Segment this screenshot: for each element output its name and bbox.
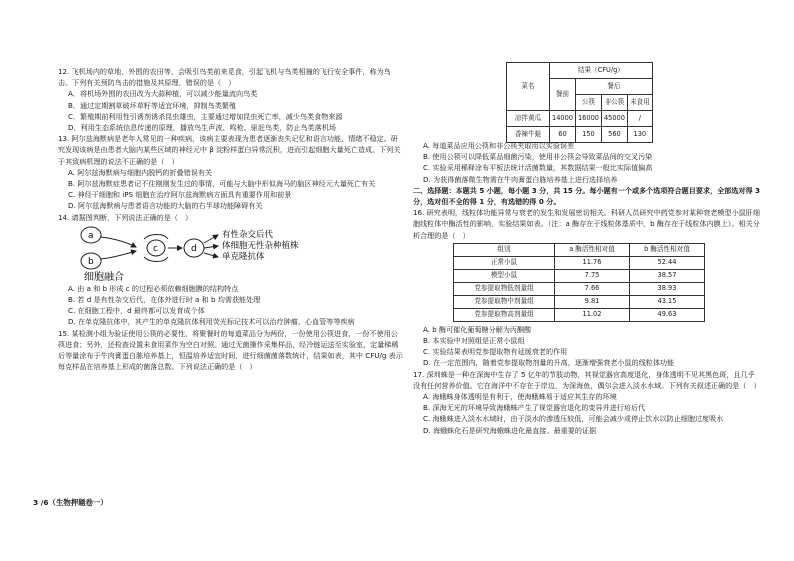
section-2-heading: 二、选择题：本题共 5 小题，每小题 3 分，共 15 分。每小题有一个或多个选项符合题目要求，全部选对得 3 分，选对但不全的得 1 分，有选错的得 0 分。	[413, 185, 760, 207]
diagram-caption: 细胞融合	[84, 271, 124, 283]
q12-option-d: D．利用生态系统信息传递的原理，播放鸟生声波、鸣枪、驱赶鸟类，防止鸟类落机场	[68, 123, 336, 133]
cell-a-value: 9.81	[555, 295, 630, 308]
cell-dish: 香辣牛蛙	[507, 127, 550, 143]
cell-group: 党参提取物高剂量组	[454, 308, 555, 321]
arrow-b-to-c	[101, 251, 136, 259]
q16-option-a: A. b 酶可催化葡萄糖分解为丙酮酸	[423, 324, 532, 334]
cell-b-label: b	[88, 256, 94, 267]
output-monoclonal-antibody: 单克隆抗体	[222, 251, 265, 262]
q14-option-d: D. 在单克隆抗体中，其产生的单克隆抗体利用荧光标记技术可以治疗肿瘤、心血管等等疾病	[68, 317, 355, 327]
col-header-group: 组别	[454, 243, 555, 256]
cell-group: 正常小鼠	[454, 256, 555, 269]
q14-option-c: C. 在细胞工程中，d 最终都可以发育成个体	[68, 306, 205, 316]
cell-fusion-svg	[58, 223, 404, 283]
q13-option-b: B. 阿尔兹海默症患者记不住刚刚发生过的事情，可能与大脑中形似海马的脑区神经元大量死亡有关	[68, 179, 376, 189]
q12-option-a: A．将机场外围的农田改为大蒜种植，可以减少能量流向鸟类	[68, 89, 258, 99]
cell-a-value: 11.02	[555, 308, 630, 321]
cell-a-label: a	[88, 230, 94, 241]
q12-stem: 12. 飞机场内的草地、外围的农田等，会吸引鸟类前来觅食，引起飞机与鸟类相撞的飞行安全事件，称为鸟击。下列有关预防鸟击的措施及其原理，错误的是（ ）	[58, 67, 391, 88]
cell-feigongkuai: 45000	[601, 111, 627, 127]
q13-stem: 13. 阿尔兹海默病是老年人常见的一种疾病，该病主要表现为患者逐渐丧失记忆和语言功能、情绪不稳定。研究发现该病是由患者大脑内某些区域的神经元中 β 淀粉样蛋白异常沉积，进而引起细胞大量死亡造成。下列关于其致病机理的说法不正确的是（ ）	[58, 134, 401, 166]
right-column	[413, 140, 761, 436]
q12-option-c: C．繁殖期前利用性引诱剂诱杀昆虫雄虫，主要通过增加昆虫死亡率，减少鸟类食物来源	[68, 111, 343, 121]
enzyme-activity-table	[453, 243, 705, 322]
table-row	[454, 308, 705, 321]
q16-option-b: B. 本实验中对照组是正常小鼠组	[423, 336, 525, 346]
q17-stem: 17. 深圳蛛是一种在深海中生存了 5 亿年的节肢动物，其视觉器官高度退化，身体透明不见其黑色斑，且几乎没有任何营养价值。它在海洋中不存在于岸边，为深海鱼，偶尔会进入淡水水域。下列有关叙述正确的是（ ）	[413, 369, 761, 390]
cell-dish: 凉拌黄瓜	[507, 111, 550, 127]
cell-b-value: 49.63	[630, 308, 705, 321]
q13-option-a: A. 阿尔兹海默病与细胞内脱钙的折叠错误有关	[68, 167, 213, 177]
bacteria-count-table	[506, 62, 653, 143]
cell-c-label: c	[153, 243, 158, 254]
header-after: 餐后	[575, 79, 652, 95]
q16-option-c: C. 实验结果表明党参提取物有延缓衰老的作用	[423, 347, 568, 357]
header-weishiyong: 未食用	[627, 95, 652, 111]
q15-option-c: C. 实验采用稀释涂布平板法统计活菌数量，其数据结果一般比实际值偏高	[423, 163, 653, 173]
cell-feigongkuai: 560	[601, 127, 627, 143]
cell-before: 14000	[550, 111, 576, 127]
q17-option-d: D. 海蛾蛛化石是研究海蛾蛛进化最直接、最重要的证据	[423, 425, 597, 435]
col-header-a-enzyme: a 酶活性相对值	[555, 243, 630, 256]
cell-before: 60	[550, 127, 576, 143]
q12-option-b: B．通过定期割草破坏草籽等适宜环境，抑制鸟类繁殖	[68, 100, 237, 110]
cell-d-label: d	[191, 243, 197, 254]
q15-option-d: D. 为获得菌落微生物需在牛肉膏蛋白胨培养基上进行选择培养	[423, 174, 618, 184]
arrow-a-to-c	[101, 237, 136, 247]
left-column	[58, 66, 404, 372]
cell-weishiyong: /	[627, 111, 652, 127]
q17-option-a: A. 海蛾蛛身体透明是有利于，使海蛾蛛易于适应其生存的环境	[423, 392, 617, 402]
q17-option-b: B. 深海无光的环境导致海蛾蛛产生了视觉器官退化的变异并进行培后代	[423, 403, 646, 413]
output-somatic-hybrid: 体细胞无性杂种植株	[222, 240, 299, 251]
q17-option-c: C. 海蛾蛛进入淡水水域时，由于淡水的渗透压较低，可能会减少或停止饮水以防止细胞过度吸水	[423, 414, 724, 424]
table-row	[454, 295, 705, 308]
q15-option-a: A. 每道菜品应用公筷和非公筷夹取用以实验误差	[423, 141, 575, 150]
q14-option-b: B. 若 d 是有性杂交后代，在体外进行时 a 和 b 均需获能处理	[68, 295, 261, 305]
cell-group: 模型小鼠	[454, 269, 555, 282]
cell-group: 党参提取物低剂量组	[454, 282, 555, 295]
header-before: 餐前	[550, 79, 576, 111]
table-row	[454, 256, 705, 269]
arrow-d-to-out1	[204, 235, 218, 243]
arrow-d-to-out3	[204, 253, 218, 257]
col-header-b-enzyme: b 酶活性相对值	[630, 243, 705, 256]
cell-b-value: 43.15	[630, 295, 705, 308]
cell-weishiyong: 130	[627, 127, 652, 143]
q16-stem: 16. 研究表明，线粒体功能异常与衰老的发生和发展密切相关。科研人员研究中药党参对某种衰老模型小鼠肝细胞线粒体中酶活性的影响，实验结果如表。（注：a 酶存在于线粒体基质中，b 酶存在于线粒体内膜上）。相关分析合理的是（ ）	[413, 208, 760, 240]
cell-b-value: 52.44	[630, 256, 705, 269]
cell-gongkuai: 16000	[575, 111, 601, 127]
header-gongkuai: 公筷	[575, 95, 601, 111]
output-sexual-hybrid: 有性杂交后代	[222, 229, 274, 240]
cell-b-value: 38.57	[630, 269, 705, 282]
header-dish: 菜名	[507, 63, 550, 111]
q14-stem: 14. 请据图判断，下列说法正确的是（ ）	[58, 212, 193, 222]
header-feigongkuai: 非公筷	[601, 95, 627, 111]
cell-a-value: 7.75	[555, 269, 630, 282]
header-result: 结果（CFU/g）	[550, 63, 653, 79]
cell-group: 党参提取物中剂量组	[454, 295, 555, 308]
q13-option-d: D. 阿尔兹海默病与患者语言功能的大脑的右半球功能障碍有关	[68, 201, 263, 211]
arrow-d-to-out2	[204, 246, 218, 248]
cell-a-value: 7.66	[555, 282, 630, 295]
cell-gongkuai: 150	[575, 127, 601, 143]
q16-option-d: D. 在一定范围内，随着党参提取物剂量的升高，逐渐增强衰老小鼠的线粒体功能	[423, 358, 675, 368]
table-row	[507, 111, 653, 127]
cell-b-value: 38.93	[630, 282, 705, 295]
cell-c-arc-top	[144, 234, 168, 239]
q14-option-a: A. 由 a 和 b 形成 c 的过程必须依赖细胞膜的结构特点	[68, 283, 239, 293]
cell-fusion-diagram	[58, 223, 404, 283]
table-row	[454, 282, 705, 295]
page-footer: 3 /6（生物押题卷一）	[33, 498, 108, 507]
cell-c-arc-bottom	[144, 257, 168, 262]
q13-option-c: C. 神经干细胞和 iPS 细胞在治疗阿尔兹海默病方面具有重要作用和前景	[68, 190, 292, 200]
cell-a-value: 11.76	[555, 256, 630, 269]
q15-stem: 15. 某检测小组为验证使用公筷的必要性，将聚餐时的每道菜品分为两份，一份使用公筷进食，一份不使用公筷进食；另外，还检查设置未食用菜作为空白对照。通过无菌操作采集样品，经冷链运送至实验室，定量梯稀后等量涂布于牛肉膏蛋白胨培养基上，恒温培养适宜时间，进行细菌菌落数统计，结果如表，其中 CFU/g 表示每克样品在培养基上形成的菌落总数。下列说法正确的是（ ）	[58, 328, 403, 372]
table-row	[454, 269, 705, 282]
q15-option-b: B. 使用公筷可以降低菜品细菌污染，使用非公筷会导致菜品间的交叉污染	[423, 152, 653, 162]
